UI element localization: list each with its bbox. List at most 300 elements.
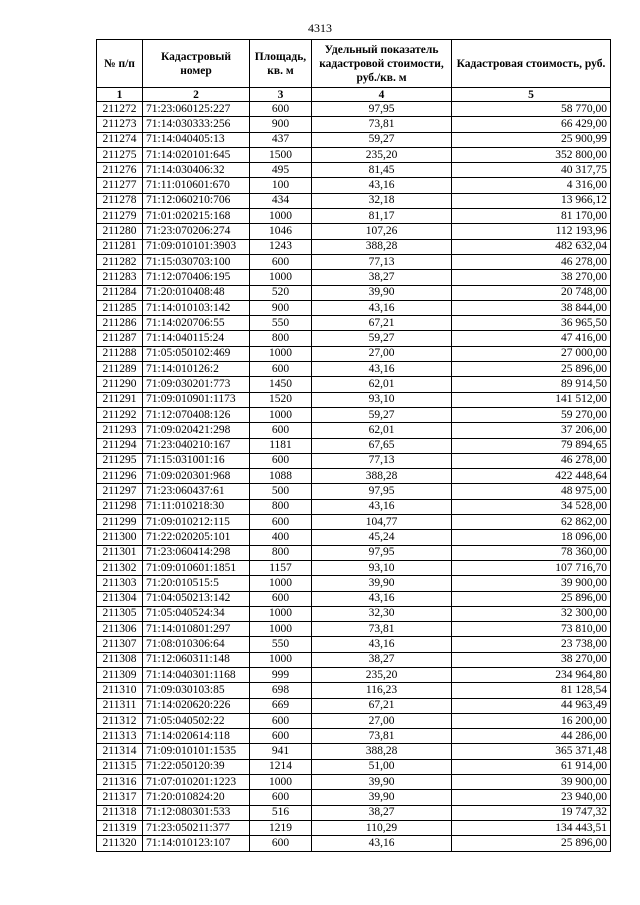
table-row (97, 713, 611, 728)
area-cell: 600 (250, 836, 312, 851)
row-number-cell: 211316 (97, 775, 143, 790)
area-cell: 1000 (250, 622, 312, 637)
cadastral-cost-cell: 422 448,64 (452, 469, 611, 484)
cadastral-number-cell: 71:09:010101:1535 (143, 744, 250, 759)
cadastral-cost-cell: 18 096,00 (452, 530, 611, 545)
cadastral-cost-cell: 44 963,49 (452, 698, 611, 713)
cadastral-number-cell: 71:12:070408:126 (143, 407, 250, 422)
table-row (97, 300, 611, 315)
row-number-cell: 211310 (97, 683, 143, 698)
cadastral-cost-cell: 482 632,04 (452, 239, 611, 254)
row-number-cell: 211288 (97, 346, 143, 361)
cadastral-number-cell: 71:05:040502:22 (143, 713, 250, 728)
area-cell: 516 (250, 805, 312, 820)
cadastral-number-cell: 71:09:030103:85 (143, 683, 250, 698)
table-row (97, 224, 611, 239)
cadastral-number-cell: 71:15:030703:100 (143, 254, 250, 269)
area-cell: 600 (250, 729, 312, 744)
unit-rate-cell: 39,90 (312, 285, 452, 300)
row-number-cell: 211301 (97, 545, 143, 560)
table-row (97, 117, 611, 132)
table-row (97, 285, 611, 300)
unit-rate-cell: 62,01 (312, 423, 452, 438)
table-row (97, 147, 611, 162)
unit-rate-cell: 77,13 (312, 254, 452, 269)
row-number-cell: 211287 (97, 331, 143, 346)
cadastral-cost-cell: 78 360,00 (452, 545, 611, 560)
cadastral-number-cell: 71:09:010601:1851 (143, 560, 250, 575)
cadastral-number-cell: 71:23:040210:167 (143, 438, 250, 453)
row-number-cell: 211289 (97, 362, 143, 377)
unit-rate-cell: 67,21 (312, 316, 452, 331)
area-cell: 1000 (250, 407, 312, 422)
header-cadastral-number: Кадастровый номер (143, 40, 250, 88)
cadastral-number-cell: 71:05:050102:469 (143, 346, 250, 361)
cadastral-number-cell: 71:09:010901:1173 (143, 392, 250, 407)
area-cell: 600 (250, 515, 312, 530)
row-number-cell: 211299 (97, 515, 143, 530)
cadastral-cost-cell: 46 278,00 (452, 254, 611, 269)
unit-rate-cell: 43,16 (312, 178, 452, 193)
unit-rate-cell: 27,00 (312, 346, 452, 361)
unit-rate-cell: 43,16 (312, 300, 452, 315)
cadastral-cost-cell: 79 894,65 (452, 438, 611, 453)
table-row (97, 606, 611, 621)
unit-rate-cell: 39,90 (312, 576, 452, 591)
cadastral-number-cell: 71:09:020301:968 (143, 469, 250, 484)
unit-rate-cell: 38,27 (312, 805, 452, 820)
area-cell: 600 (250, 102, 312, 117)
cadastral-number-cell: 71:23:070206:274 (143, 224, 250, 239)
cadastral-number-cell: 71:14:040301:1168 (143, 667, 250, 682)
area-cell: 1219 (250, 820, 312, 835)
area-cell: 999 (250, 667, 312, 682)
cadastral-number-cell: 71:15:031001:16 (143, 453, 250, 468)
table-row (97, 438, 611, 453)
table-row (97, 515, 611, 530)
row-number-cell: 211312 (97, 713, 143, 728)
unit-rate-cell: 38,27 (312, 270, 452, 285)
cadastral-cost-cell: 81 170,00 (452, 209, 611, 224)
cadastral-cost-cell: 73 810,00 (452, 622, 611, 637)
table-row (97, 469, 611, 484)
cadastral-cost-cell: 19 747,32 (452, 805, 611, 820)
area-cell: 600 (250, 713, 312, 728)
unit-rate-cell: 388,28 (312, 744, 452, 759)
table-row (97, 744, 611, 759)
row-number-cell: 211290 (97, 377, 143, 392)
row-number-cell: 211297 (97, 484, 143, 499)
row-number-cell: 211311 (97, 698, 143, 713)
cadastral-cost-cell: 81 128,54 (452, 683, 611, 698)
cadastral-number-cell: 71:23:060437:61 (143, 484, 250, 499)
cadastral-number-cell: 71:14:030333:256 (143, 117, 250, 132)
cadastral-cost-cell: 48 975,00 (452, 484, 611, 499)
cadastral-cost-cell: 40 317,75 (452, 163, 611, 178)
area-cell: 1000 (250, 209, 312, 224)
table-row (97, 331, 611, 346)
area-cell: 1520 (250, 392, 312, 407)
column-number: 3 (250, 88, 312, 102)
cadastral-cost-cell: 4 316,00 (452, 178, 611, 193)
cadastral-cost-cell: 38 844,00 (452, 300, 611, 315)
row-number-cell: 211314 (97, 744, 143, 759)
area-cell: 1000 (250, 606, 312, 621)
cadastral-number-cell: 71:12:060311:148 (143, 652, 250, 667)
unit-rate-cell: 388,28 (312, 469, 452, 484)
area-cell: 520 (250, 285, 312, 300)
unit-rate-cell: 43,16 (312, 836, 452, 851)
table-row (97, 499, 611, 514)
row-number-cell: 211302 (97, 560, 143, 575)
cadastral-number-cell: 71:07:010201:1223 (143, 775, 250, 790)
column-number: 1 (97, 88, 143, 102)
cadastral-number-cell: 71:04:050213:142 (143, 591, 250, 606)
table-row (97, 377, 611, 392)
cadastral-number-cell: 71:14:020614:118 (143, 729, 250, 744)
cadastral-number-cell: 71:14:010126:2 (143, 362, 250, 377)
table-row (97, 820, 611, 835)
cadastral-number-cell: 71:09:020421:298 (143, 423, 250, 438)
cadastral-cost-cell: 36 965,50 (452, 316, 611, 331)
table-row (97, 102, 611, 117)
cadastral-cost-cell: 89 914,50 (452, 377, 611, 392)
unit-rate-cell: 59,27 (312, 331, 452, 346)
table-row (97, 637, 611, 652)
row-number-cell: 211272 (97, 102, 143, 117)
table-row (97, 484, 611, 499)
table-row (97, 560, 611, 575)
area-cell: 1243 (250, 239, 312, 254)
unit-rate-cell: 67,21 (312, 698, 452, 713)
table-row (97, 652, 611, 667)
row-number-cell: 211281 (97, 239, 143, 254)
area-cell: 1000 (250, 346, 312, 361)
table-body (97, 102, 611, 852)
table-row (97, 530, 611, 545)
row-number-cell: 211282 (97, 254, 143, 269)
cadastral-number-cell: 71:22:050120:39 (143, 759, 250, 774)
table-row (97, 683, 611, 698)
row-number-cell: 211275 (97, 147, 143, 162)
unit-rate-cell: 38,27 (312, 652, 452, 667)
cadastral-number-cell: 71:14:010123:107 (143, 836, 250, 851)
unit-rate-cell: 62,01 (312, 377, 452, 392)
table-row (97, 667, 611, 682)
unit-rate-cell: 81,17 (312, 209, 452, 224)
table-row (97, 407, 611, 422)
unit-rate-cell: 107,26 (312, 224, 452, 239)
row-number-cell: 211291 (97, 392, 143, 407)
header-row (97, 40, 611, 88)
cadastral-number-cell: 71:23:050211:377 (143, 820, 250, 835)
row-number-cell: 211285 (97, 300, 143, 315)
unit-rate-cell: 67,65 (312, 438, 452, 453)
page-number: 4313 (308, 21, 332, 35)
cadastral-cost-cell: 25 900,99 (452, 132, 611, 147)
cadastral-number-cell: 71:14:020101:645 (143, 147, 250, 162)
cadastral-number-cell: 71:12:060210:706 (143, 193, 250, 208)
row-number-cell: 211284 (97, 285, 143, 300)
column-number: 5 (452, 88, 611, 102)
header-row-number: № п/п (97, 40, 143, 88)
unit-rate-cell: 93,10 (312, 392, 452, 407)
area-cell: 1088 (250, 469, 312, 484)
table-row (97, 423, 611, 438)
table-row (97, 805, 611, 820)
unit-rate-cell: 43,16 (312, 591, 452, 606)
cadastral-cost-cell: 37 206,00 (452, 423, 611, 438)
row-number-cell: 211318 (97, 805, 143, 820)
cadastral-number-cell: 71:09:010101:3903 (143, 239, 250, 254)
cadastral-cost-cell: 58 770,00 (452, 102, 611, 117)
unit-rate-cell: 93,10 (312, 560, 452, 575)
area-cell: 1157 (250, 560, 312, 575)
area-cell: 1000 (250, 652, 312, 667)
cadastral-cost-cell: 38 270,00 (452, 652, 611, 667)
unit-rate-cell: 59,27 (312, 132, 452, 147)
cadastral-cost-cell: 112 193,96 (452, 224, 611, 239)
row-number-cell: 211307 (97, 637, 143, 652)
area-cell: 600 (250, 790, 312, 805)
header-cadastral-cost: Кадастровая стоимость, руб. (452, 40, 611, 88)
row-number-cell: 211295 (97, 453, 143, 468)
table-row (97, 729, 611, 744)
header-area: Площадь, кв. м (250, 40, 312, 88)
table-row (97, 239, 611, 254)
cadastral-cost-cell: 39 900,00 (452, 775, 611, 790)
area-cell: 900 (250, 300, 312, 315)
header-unit-rate: Удельный показатель кадастровой стоимости, руб./кв. м (312, 40, 452, 88)
area-cell: 1000 (250, 576, 312, 591)
area-cell: 400 (250, 530, 312, 545)
unit-rate-cell: 73,81 (312, 117, 452, 132)
column-number-row (97, 88, 611, 102)
area-cell: 698 (250, 683, 312, 698)
area-cell: 941 (250, 744, 312, 759)
table-row (97, 193, 611, 208)
area-cell: 1214 (250, 759, 312, 774)
cadastral-cost-cell: 23 738,00 (452, 637, 611, 652)
cadastral-number-cell: 71:01:020215:168 (143, 209, 250, 224)
area-cell: 1000 (250, 775, 312, 790)
table-row (97, 270, 611, 285)
table-row (97, 759, 611, 774)
row-number-cell: 211278 (97, 193, 143, 208)
row-number-cell: 211274 (97, 132, 143, 147)
cadastral-cost-cell: 20 748,00 (452, 285, 611, 300)
area-cell: 900 (250, 117, 312, 132)
unit-rate-cell: 81,45 (312, 163, 452, 178)
table-row (97, 622, 611, 637)
unit-rate-cell: 59,27 (312, 407, 452, 422)
row-number-cell: 211317 (97, 790, 143, 805)
table-row (97, 591, 611, 606)
area-cell: 434 (250, 193, 312, 208)
cadastral-number-cell: 71:05:040524:34 (143, 606, 250, 621)
row-number-cell: 211298 (97, 499, 143, 514)
row-number-cell: 211319 (97, 820, 143, 835)
area-cell: 600 (250, 254, 312, 269)
area-cell: 1046 (250, 224, 312, 239)
cadastral-cost-cell: 32 300,00 (452, 606, 611, 621)
area-cell: 1450 (250, 377, 312, 392)
table-row (97, 775, 611, 790)
row-number-cell: 211300 (97, 530, 143, 545)
area-cell: 1000 (250, 270, 312, 285)
row-number-cell: 211320 (97, 836, 143, 851)
cadastral-number-cell: 71:20:010824:20 (143, 790, 250, 805)
table-row (97, 254, 611, 269)
cadastral-cost-cell: 13 966,12 (452, 193, 611, 208)
row-number-cell: 211276 (97, 163, 143, 178)
unit-rate-cell: 104,77 (312, 515, 452, 530)
unit-rate-cell: 235,20 (312, 147, 452, 162)
row-number-cell: 211296 (97, 469, 143, 484)
row-number-cell: 211315 (97, 759, 143, 774)
table-row (97, 576, 611, 591)
unit-rate-cell: 43,16 (312, 637, 452, 652)
cadastral-number-cell: 71:12:070406:195 (143, 270, 250, 285)
cadastral-number-cell: 71:14:010103:142 (143, 300, 250, 315)
cadastral-number-cell: 71:22:020205:101 (143, 530, 250, 545)
cadastral-value-table (96, 39, 611, 852)
cadastral-cost-cell: 66 429,00 (452, 117, 611, 132)
unit-rate-cell: 32,18 (312, 193, 452, 208)
table-row (97, 362, 611, 377)
row-number-cell: 211309 (97, 667, 143, 682)
row-number-cell: 211293 (97, 423, 143, 438)
row-number-cell: 211313 (97, 729, 143, 744)
cadastral-number-cell: 71:11:010601:670 (143, 178, 250, 193)
row-number-cell: 211306 (97, 622, 143, 637)
table-row (97, 545, 611, 560)
cadastral-number-cell: 71:14:040405:13 (143, 132, 250, 147)
area-cell: 500 (250, 484, 312, 499)
row-number-cell: 211305 (97, 606, 143, 621)
unit-rate-cell: 32,30 (312, 606, 452, 621)
unit-rate-cell: 388,28 (312, 239, 452, 254)
table-row (97, 209, 611, 224)
table-row (97, 392, 611, 407)
row-number-cell: 211279 (97, 209, 143, 224)
area-cell: 600 (250, 453, 312, 468)
cadastral-cost-cell: 46 278,00 (452, 453, 611, 468)
row-number-cell: 211292 (97, 407, 143, 422)
cadastral-number-cell: 71:20:010408:48 (143, 285, 250, 300)
area-cell: 1500 (250, 147, 312, 162)
row-number-cell: 211273 (97, 117, 143, 132)
cadastral-cost-cell: 61 914,00 (452, 759, 611, 774)
area-cell: 550 (250, 316, 312, 331)
cadastral-cost-cell: 107 716,70 (452, 560, 611, 575)
table-row (97, 453, 611, 468)
cadastral-number-cell: 71:14:020706:55 (143, 316, 250, 331)
cadastral-cost-cell: 39 900,00 (452, 576, 611, 591)
cadastral-number-cell: 71:08:010306:64 (143, 637, 250, 652)
table-row (97, 178, 611, 193)
cadastral-number-cell: 71:09:030201:773 (143, 377, 250, 392)
cadastral-cost-cell: 23 940,00 (452, 790, 611, 805)
cadastral-cost-cell: 34 528,00 (452, 499, 611, 514)
unit-rate-cell: 39,90 (312, 775, 452, 790)
cadastral-cost-cell: 365 371,48 (452, 744, 611, 759)
cadastral-number-cell: 71:12:080301:533 (143, 805, 250, 820)
cadastral-cost-cell: 27 000,00 (452, 346, 611, 361)
table-row (97, 698, 611, 713)
cadastral-cost-cell: 25 896,00 (452, 591, 611, 606)
row-number-cell: 211277 (97, 178, 143, 193)
cadastral-number-cell: 71:14:040115:24 (143, 331, 250, 346)
area-cell: 800 (250, 545, 312, 560)
column-number: 4 (312, 88, 452, 102)
unit-rate-cell: 97,95 (312, 545, 452, 560)
cadastral-cost-cell: 47 416,00 (452, 331, 611, 346)
unit-rate-cell: 39,90 (312, 790, 452, 805)
area-cell: 800 (250, 331, 312, 346)
cadastral-cost-cell: 141 512,00 (452, 392, 611, 407)
unit-rate-cell: 97,95 (312, 102, 452, 117)
cadastral-number-cell: 71:14:030406:32 (143, 163, 250, 178)
row-number-cell: 211283 (97, 270, 143, 285)
area-cell: 550 (250, 637, 312, 652)
row-number-cell: 211303 (97, 576, 143, 591)
table-row (97, 163, 611, 178)
row-number-cell: 211294 (97, 438, 143, 453)
area-cell: 800 (250, 499, 312, 514)
row-number-cell: 211286 (97, 316, 143, 331)
table-row (97, 346, 611, 361)
cadastral-number-cell: 71:20:010515:5 (143, 576, 250, 591)
cadastral-number-cell: 71:14:010801:297 (143, 622, 250, 637)
unit-rate-cell: 73,81 (312, 622, 452, 637)
cadastral-number-cell: 71:14:020620:226 (143, 698, 250, 713)
area-cell: 669 (250, 698, 312, 713)
cadastral-cost-cell: 352 800,00 (452, 147, 611, 162)
cadastral-cost-cell: 234 964,80 (452, 667, 611, 682)
cadastral-cost-cell: 134 443,51 (452, 820, 611, 835)
cadastral-number-cell: 71:23:060125:227 (143, 102, 250, 117)
cadastral-number-cell: 71:09:010212:115 (143, 515, 250, 530)
area-cell: 495 (250, 163, 312, 178)
cadastral-cost-cell: 44 286,00 (452, 729, 611, 744)
cadastral-cost-cell: 38 270,00 (452, 270, 611, 285)
unit-rate-cell: 27,00 (312, 713, 452, 728)
cadastral-number-cell: 71:23:060414:298 (143, 545, 250, 560)
row-number-cell: 211308 (97, 652, 143, 667)
area-cell: 600 (250, 362, 312, 377)
row-number-cell: 211304 (97, 591, 143, 606)
unit-rate-cell: 43,16 (312, 499, 452, 514)
unit-rate-cell: 77,13 (312, 453, 452, 468)
unit-rate-cell: 235,20 (312, 667, 452, 682)
cadastral-cost-cell: 59 270,00 (452, 407, 611, 422)
unit-rate-cell: 97,95 (312, 484, 452, 499)
unit-rate-cell: 43,16 (312, 362, 452, 377)
area-cell: 437 (250, 132, 312, 147)
row-number-cell: 211280 (97, 224, 143, 239)
area-cell: 100 (250, 178, 312, 193)
cadastral-cost-cell: 25 896,00 (452, 362, 611, 377)
area-cell: 600 (250, 423, 312, 438)
unit-rate-cell: 45,24 (312, 530, 452, 545)
unit-rate-cell: 51,00 (312, 759, 452, 774)
cadastral-number-cell: 71:11:010218:30 (143, 499, 250, 514)
table-row (97, 316, 611, 331)
unit-rate-cell: 116,23 (312, 683, 452, 698)
cadastral-cost-cell: 25 896,00 (452, 836, 611, 851)
cadastral-cost-cell: 62 862,00 (452, 515, 611, 530)
